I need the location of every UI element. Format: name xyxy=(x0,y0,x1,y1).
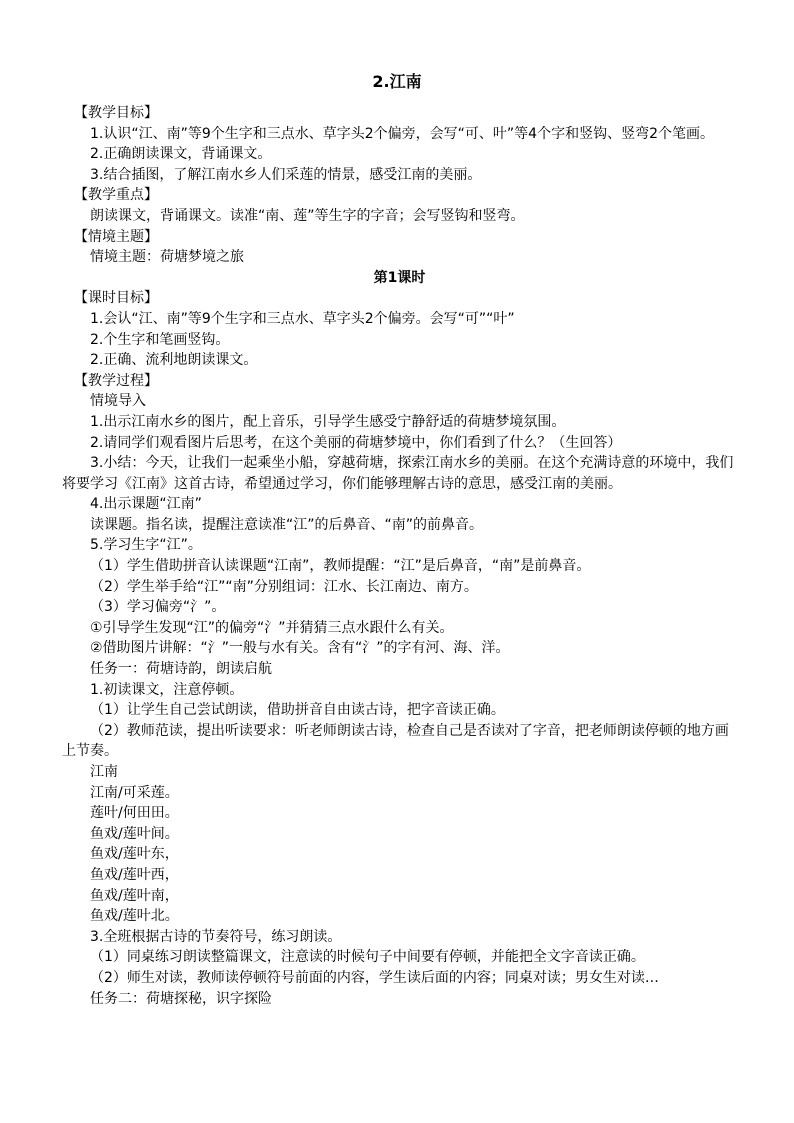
body-text-line: 鱼戏/莲叶南， xyxy=(90,887,179,904)
body-text-line: 1.初读课文，注意停顿。 xyxy=(90,681,244,698)
lesson-title: 2.江南 xyxy=(372,72,422,91)
body-text-line: 2.正确朗读课文，背诵课文。 xyxy=(90,146,272,163)
body-text-line: （1）学生借助拼音认读课题“江南”，教师提醒：“江”是后鼻音，“南”是前鼻音。 xyxy=(90,558,591,575)
body-text-line: 任务一：荷塘诗韵，朗读启航 xyxy=(90,661,272,678)
body-text-line: 4.出示课题“江南” xyxy=(90,496,202,513)
section-heading: 【教学重点】 xyxy=(74,187,158,204)
section-heading: 【教学目标】 xyxy=(74,105,158,121)
body-text-line: （2）学生举手给“江”“南”分别组词：江水、长江南边、南方。 xyxy=(90,578,478,595)
body-text-line: （1）让学生自己尝试朗读，借助拼音自由读古诗，把字音读正确。 xyxy=(90,702,505,719)
body-text-line: 2.正确、流利地朗读课文。 xyxy=(90,352,258,369)
section-heading: 【情境主题】 xyxy=(74,228,158,245)
body-text-line: ①引导学生发现“江”的偏旁“氵”并猜猜三点水跟什么有关。 xyxy=(90,619,454,636)
document-body xyxy=(62,103,737,1009)
body-text-line: 莲叶/何田田。 xyxy=(90,805,179,822)
body-text-line: 鱼戏/莲叶北。 xyxy=(90,908,179,925)
body-text-line: 情境导入 xyxy=(90,393,146,410)
body-text-line: 3.全班根据古诗的节奏符号，练习朗读。 xyxy=(90,928,342,945)
body-text-line: （1）同桌练习朗读整篇课文，注意读的时候句子中间要有停顿，并能把全文字音读正确。 xyxy=(90,949,645,966)
body-text-line: （2）师生对读，教师读停顿符号前面的内容，学生读后面的内容；同桌对读；男女生对读… xyxy=(90,969,659,986)
body-text-line: 读课题。指名读，提醒注意读准“江”的后鼻音、“南”的前鼻音。 xyxy=(90,516,484,533)
body-text-line: 情境主题：荷塘梦境之旅 xyxy=(90,249,244,266)
section-heading: 【教学过程】 xyxy=(74,372,158,389)
body-text-line: 1.出示江南水乡的图片，配上音乐，引导学生感受宁静舒适的荷塘梦境氛围。 xyxy=(90,413,566,430)
body-text-line: 江南 xyxy=(90,764,118,780)
body-text-line: 朗读课文，背诵课文。读准“南、莲”等生字的字音；会写竖钩和竖弯。 xyxy=(90,207,525,224)
body-text-line: 鱼戏/莲叶东， xyxy=(90,846,179,863)
body-text-line: 2.请同学们观看图片后思考，在这个美丽的荷塘梦境中，你们看到了什么？（生回答） xyxy=(90,434,622,451)
body-text-line: 2.个生字和笔画竖钩。 xyxy=(90,331,230,348)
body-text-line: 1.认识“江、南”等9个生字和三点水、草字头2个偏旁，会写“可、叶”等4个字和竖钩、竖弯2个笔画。 xyxy=(90,125,714,142)
body-text-line: 任务二：荷塘探秘，识字探险 xyxy=(90,990,272,1007)
body-text-line: （3）学习偏旁“氵”。 xyxy=(90,599,226,616)
body-text-line: 3.小结：今天，让我们一起乘坐小船，穿越荷塘，探索江南水乡的美丽。在这个充满诗意的环境中，我们将要学习《江南》这首古诗，希望通过学习，你们能够理解古诗的意思，感受江南的美丽。 xyxy=(62,455,734,492)
body-text-line: ②借助图片讲解：“氵”一般与水有关。含有“氵”的字有河、海、洋。 xyxy=(90,640,510,657)
body-text-line: 江南/可采莲。 xyxy=(90,784,179,801)
lesson-period-heading: 第1课时 xyxy=(373,269,426,286)
body-text-line: （2）教师范读，提出听读要求：听老师朗读古诗，检查自己是否读对了字音，把老师朗读停顿的地方画上节奏。 xyxy=(62,722,729,760)
body-text-line: 3.结合插图，了解江南水乡人们采莲的情景，感受江南的美丽。 xyxy=(90,166,482,183)
body-text-line: 鱼戏/莲叶间。 xyxy=(90,825,179,842)
body-text-line: 5.学习生字“江”。 xyxy=(90,537,202,554)
body-text-line: 1.会认“江、南”等9个生字和三点水、草字头2个偏旁。会写“可”“叶” xyxy=(90,310,515,327)
body-text-line: 鱼戏/莲叶西， xyxy=(90,866,179,883)
section-heading: 【课时目标】 xyxy=(74,290,158,307)
